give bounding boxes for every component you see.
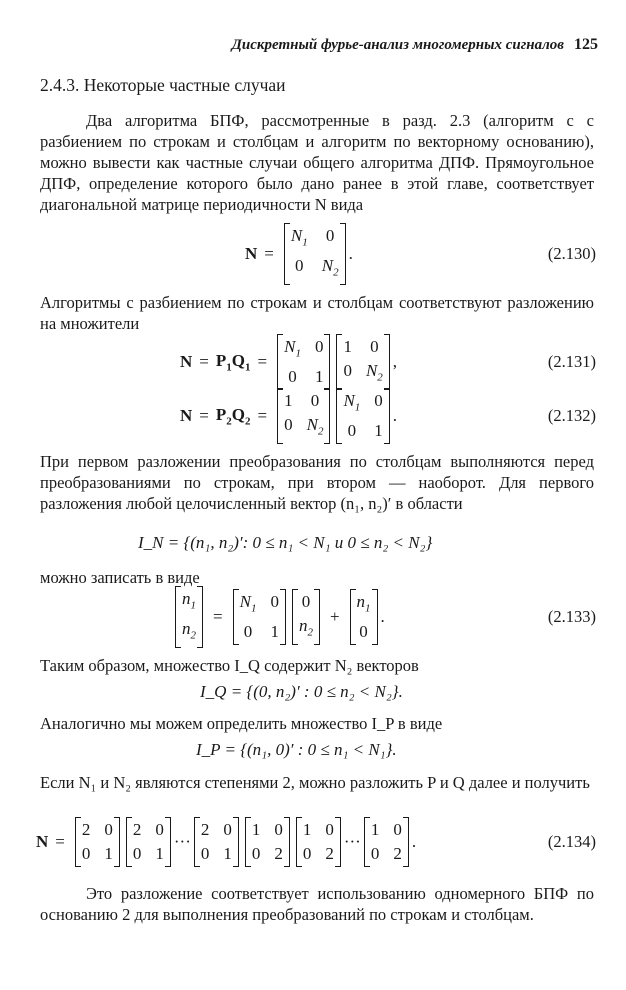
matrix-P1-repeat: $N_1$ 0 0 1 [233,589,286,645]
matrix-factor: 1 0 0 2 [296,817,341,867]
equation-number: (2.133) [547,607,596,626]
set-IQ: I_Q = {(0, n₂)′ : 0 ≤ n₂ < N₂}. [200,682,403,701]
vector-n: $n_1$ $n_2$ [175,586,203,649]
running-title: Дискретный фурье-анализ многомерных сигналов [231,37,564,53]
paragraph-IQ: Таким образом, множество I_Q содержит N₂ векторов [40,656,419,675]
paragraph-row-column: Алгоритмы с разбиением по строкам и столбцам соответствуют разложению на множители [40,293,594,333]
equation-2-130: N = $N_1$ 0 0 $N_2$ . (2.130) [0,226,626,282]
equation-2-133: $n_1$ $n_2$ = $N_1$ 0 0 1 0 $n_2$ + $n_1$ 0 . (2.133) [0,589,626,645]
paragraph-intro: Два алгоритма БПФ, рассмотренные в разд. 2.3 (алгоритм с с разбиением по строкам и столбцам и алгоритм по векторному основанию), можно вывести как частные случаи общего алгоритма ДПФ. Прямоугольное ДПФ, определение которого было дано ранее в этой главе, соответствует диагональной матрице периодичности N вида [40,111,594,214]
paragraph-powers-of-two: Если N₁ и N₂ являются степенями 2, можно разложить P и Q далее и получить [40,773,590,792]
equation-number: (2.134) [547,832,596,851]
matrix-factor: 2 0 0 1 [194,817,239,867]
matrix-factor: 2 0 0 1 [75,817,120,867]
matrix-factor: 1 0 0 2 [245,817,290,867]
matrix-P1: $N_1$ 0 0 1 [277,334,330,390]
matrix-factor: 1 0 0 2 [364,817,409,867]
vector-n1-0: $n_1$ 0 [350,589,378,645]
matrix-Q1: 1 0 0 $N_2$ [336,334,389,390]
set-IP: I_P = {(n₁, 0)′ : 0 ≤ n₁ < N₁}. [196,740,397,759]
paragraph-write-as: можно записать в виде [40,568,200,587]
paragraph-IP: Аналогично мы можем определить множество I_P в виде [40,714,443,733]
page-number: 125 [574,36,598,53]
equation-2-131: N = $P_1Q_1$ = $N_1$ 0 0 1 1 0 0 $N_2$ , (2.131) [0,334,626,390]
vector-0-n2: 0 $n_2$ [292,589,320,645]
section-title: 2.4.3. Некоторые частные случаи [40,75,286,95]
matrix-P2: 1 0 0 $N_2$ [277,388,330,444]
equation-2-134: N = 2 0 0 1 2 0 0 1 ··· 2 0 0 1 1 0 0 2 1 0 0 2 ··· 1 0 0 2 . (2.134) [0,814,626,870]
paragraph-conclusion: Это разложение соответствует использованию одномерного БПФ по основанию 2 для выполнения преобразований по строкам и столбцам. [40,884,594,924]
matrix-factor: 2 0 0 1 [126,817,171,867]
matrix-N-diag: $N_1$ 0 0 $N_2$ [284,223,346,286]
running-header [0,36,598,54]
equation-number: (2.132) [547,406,596,425]
set-IN: I_N = {(n₁, n₂)′: 0 ≤ n₁ < N₁ и 0 ≤ n₂ < N₂} [138,533,433,552]
equation-number: (2.131) [547,352,596,371]
paragraph-first-decomposition: При первом разложении преобразования по столбцам выполняются перед преобразованиями по строкам, при втором — наоборот. Для первого разложения любой целочисленный вектор (n₁, n₂)′ в области [40,452,594,513]
equation-2-132: N = $P_2Q_2$ = 1 0 0 $N_2$ $N_1$ 0 0 1 . (2.132) [0,388,626,444]
equation-number: (2.130) [547,244,596,263]
matrix-Q2: $N_1$ 0 0 1 [336,388,389,444]
